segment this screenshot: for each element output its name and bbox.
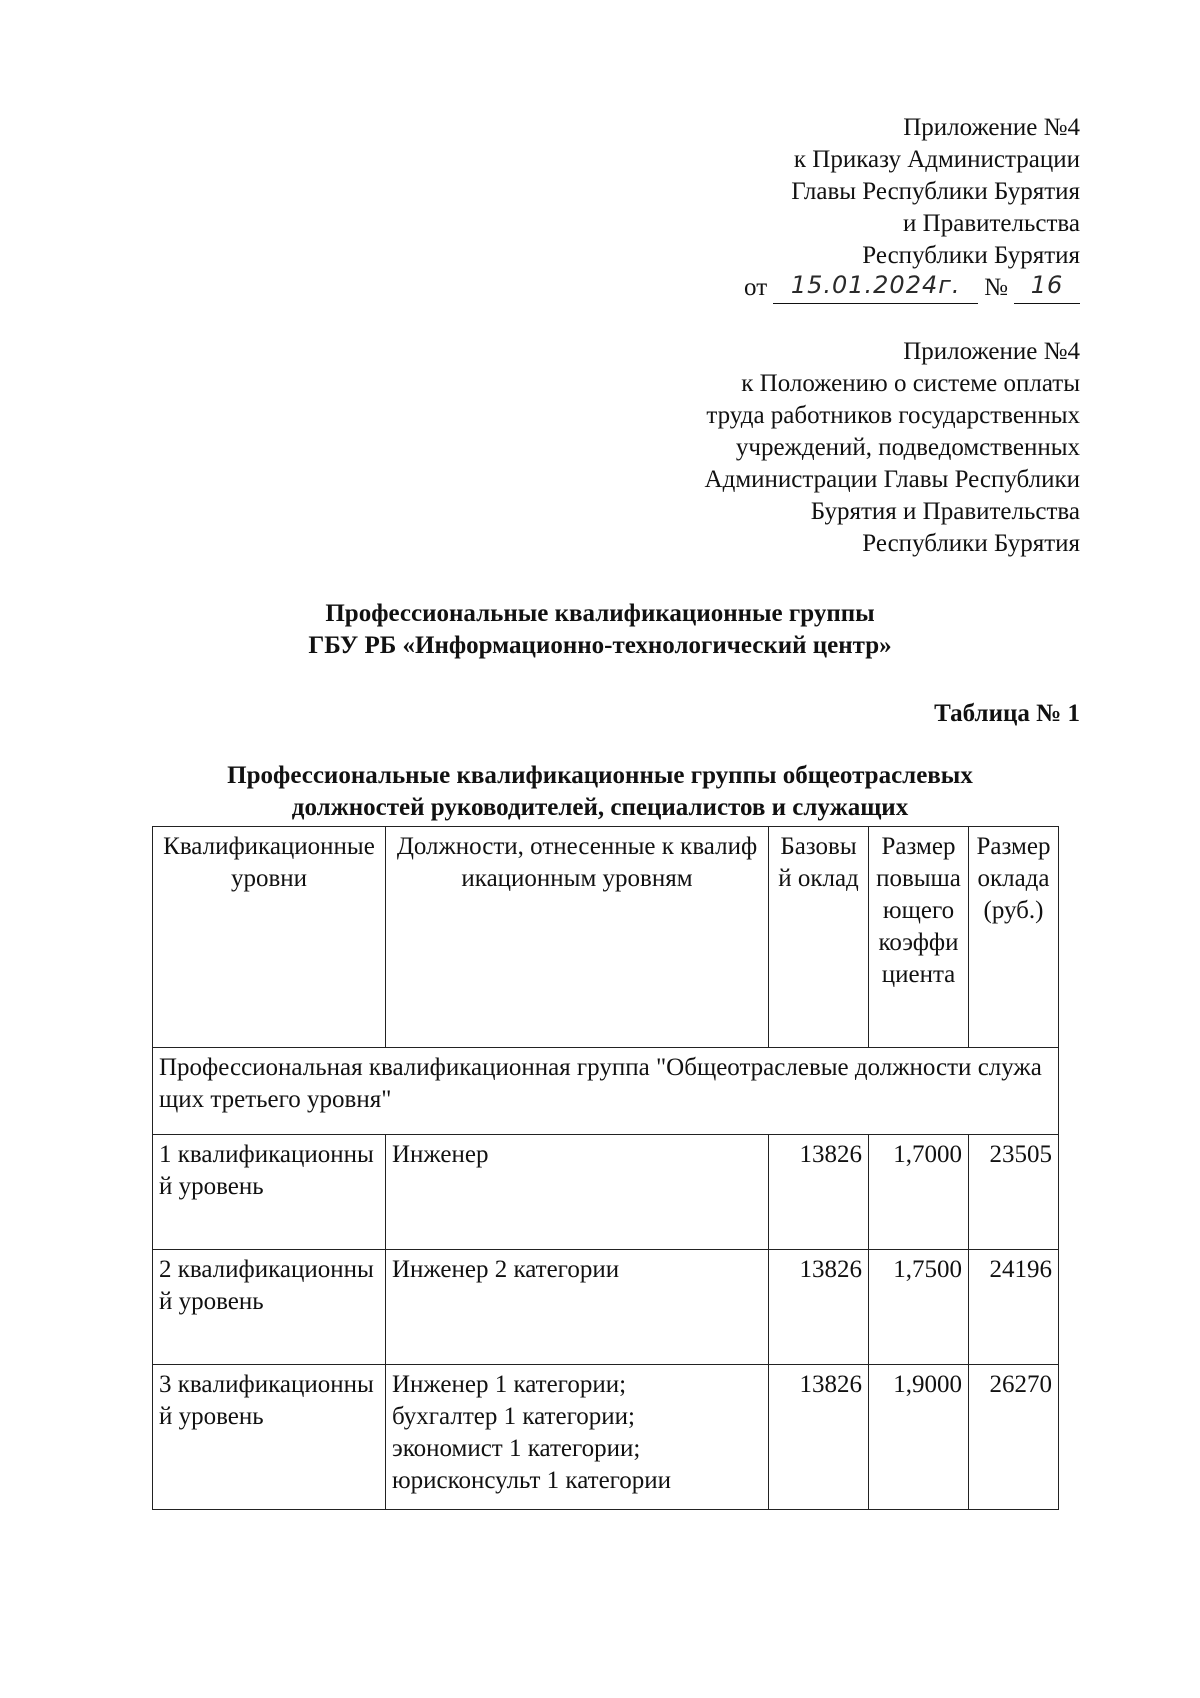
appendix-line: к Положению о системе оплаты	[741, 370, 1080, 397]
header-salary-amount: Размер оклада (руб.)	[969, 827, 1059, 1048]
coefficient-cell: 1,7500	[869, 1250, 969, 1365]
salary-cell: 26270	[969, 1365, 1059, 1510]
position-line: юрисконсульт 1 категории	[392, 1467, 672, 1494]
salary-cell: 24196	[969, 1250, 1059, 1365]
level-cell: 3 квалификационный уровень	[153, 1365, 386, 1510]
number-label: №	[984, 274, 1008, 301]
positions-cell	[386, 1250, 769, 1365]
table-heading	[0, 760, 1200, 824]
position-line: Инженер	[392, 1141, 489, 1168]
appendix-line: Приложение №4	[903, 114, 1080, 141]
order-date-number-line	[744, 272, 1080, 304]
appendix-line: Бурятия и Правительства	[810, 498, 1080, 525]
position-line: бухгалтер 1 категории;	[392, 1403, 635, 1430]
from-label: от	[744, 274, 768, 301]
base-salary-cell: 13826	[769, 1135, 869, 1250]
appendix-line: Республики Бурятия	[862, 242, 1080, 269]
appendix-line: Приложение №4	[903, 338, 1080, 365]
handwritten-number: 16	[1030, 271, 1064, 299]
positions-cell	[386, 1365, 769, 1510]
header-coefficient: Размер повышающего коэффициента	[869, 827, 969, 1048]
position-line: Инженер 2 категории	[392, 1256, 620, 1283]
coefficient-cell: 1,7000	[869, 1135, 969, 1250]
appendix-line: и Правительства	[903, 210, 1080, 237]
table-label: Таблица № 1	[934, 700, 1080, 727]
document-title-line: ГБУ РБ «Информационно-технологический центр»	[308, 632, 892, 659]
appendix-line: Республики Бурятия	[862, 530, 1080, 557]
appendix-line: Главы Республики Бурятия	[791, 178, 1080, 205]
position-line: экономист 1 категории;	[392, 1435, 641, 1462]
header-levels: Квалификационные уровни	[153, 827, 386, 1048]
number-field	[1014, 273, 1080, 304]
handwritten-date: 15.01.2024г.	[790, 271, 961, 299]
group-title-row	[153, 1048, 1059, 1135]
qualification-table	[152, 826, 1059, 1510]
position-line: Инженер 1 категории;	[392, 1371, 627, 1398]
coefficient-cell: 1,9000	[869, 1365, 969, 1510]
table-row	[153, 1135, 1059, 1250]
level-cell: 1 квалификационный уровень	[153, 1135, 386, 1250]
appendix-regulation-block	[705, 336, 1080, 560]
level-cell: 2 квалификационный уровень	[153, 1250, 386, 1365]
appendix-line: к Приказу Администрации	[793, 146, 1080, 173]
salary-cell: 23505	[969, 1135, 1059, 1250]
header-base-salary: Базовый оклад	[769, 827, 869, 1048]
document-title	[0, 598, 1200, 662]
header-positions: Должности, отнесенные к квалификационным уровням	[386, 827, 769, 1048]
appendix-order-block	[744, 112, 1080, 304]
date-field	[773, 273, 978, 304]
appendix-line: труда работников государственных	[706, 402, 1080, 429]
table-row	[153, 1250, 1059, 1365]
table-heading-line: должностей руководителей, специалистов и служащих	[291, 794, 909, 821]
appendix-line: учреждений, подведомственных	[735, 434, 1080, 461]
table-header-row	[153, 827, 1059, 1048]
document-title-line: Профессиональные квалификационные группы	[325, 600, 875, 627]
group-title: Профессиональная квалификационная группа "Общеотраслевые должности служащих третьего уровня"	[153, 1048, 1059, 1135]
table-heading-line: Профессиональные квалификационные группы общеотраслевых	[227, 762, 973, 789]
table-row	[153, 1365, 1059, 1510]
base-salary-cell: 13826	[769, 1365, 869, 1510]
positions-cell	[386, 1135, 769, 1250]
appendix-line: Администрации Главы Республики	[704, 466, 1080, 493]
base-salary-cell: 13826	[769, 1250, 869, 1365]
